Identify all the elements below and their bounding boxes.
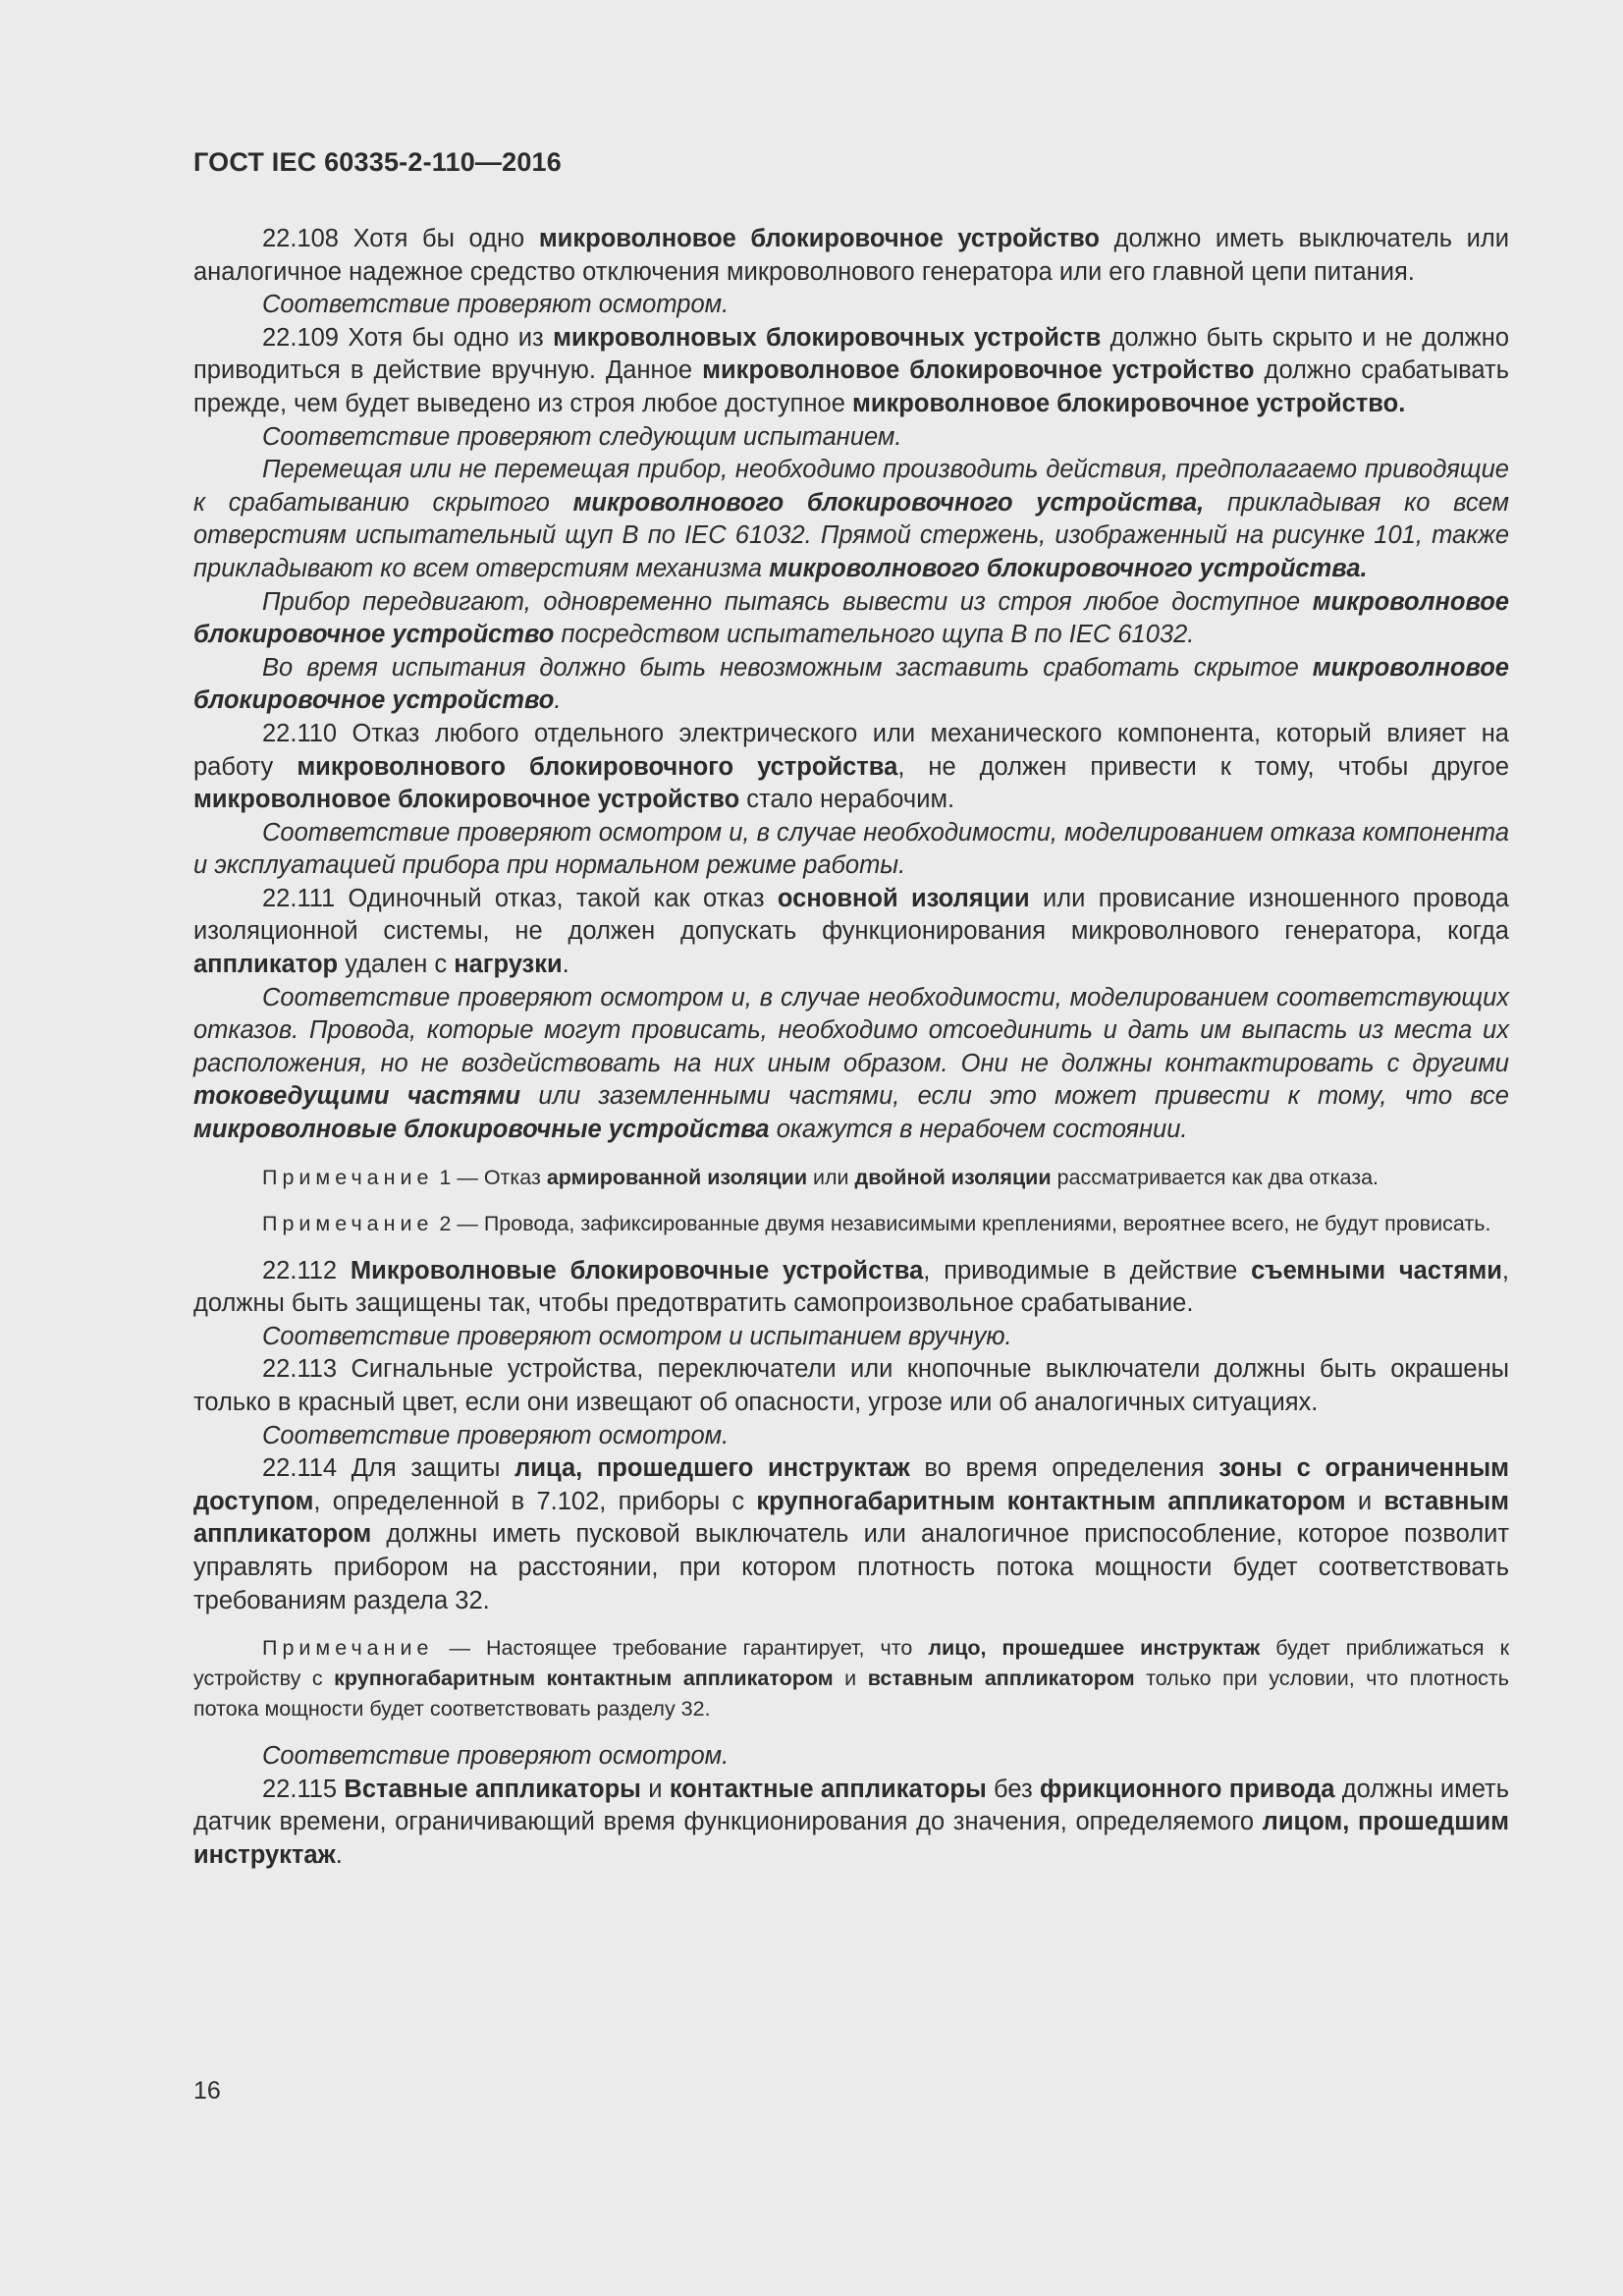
compliance-text [193,817,1509,883]
clause-paragraph [193,322,1509,421]
note [193,1163,1509,1193]
text-run: , не должен привести к тому, чтобы другое [897,752,1509,781]
text-run: 22.111 Одиночный отказ, такой как отказ [262,884,778,912]
text-run: Соответствие проверяют осмотром. [262,1742,730,1771]
text-run: Прибор передвигают, одновременно пытаясь вывести из строя любое доступное [262,587,1313,616]
text-run: удален с [338,951,455,979]
text-run: 22.113 Сигнальные устройства, переключатели или кнопочные выключатели должны быть окрашены только в красный цвет, если они извещают об опасности, угрозе или об аналогичных ситуациях. [193,1355,1509,1416]
text-run: Соответствие проверяют осмотром и испытанием вручную. [262,1322,1012,1350]
defined-term: крупногабаритным контактным аппликатором [756,1487,1346,1515]
defined-term: основной изоляции [777,884,1030,912]
defined-term: контактные аппликаторы [669,1775,987,1803]
text-run: и [640,1775,670,1803]
defined-term: вставным аппликатором [193,1487,1509,1549]
defined-term: нагрузки [454,951,563,979]
defined-term: лица, прошедшего инструктаж [514,1454,910,1483]
text-run: . [562,951,569,979]
defined-term: аппликатор [193,951,339,979]
defined-term: микроволновое блокировочное устройство [193,786,740,814]
text-run: должны иметь пусковой выключатель или аналогичное приспособление, которое позволит управлять прибором на расстоянии, при котором плотность потока мощности будет соответствовать требованиям раздела 32. [193,1520,1509,1614]
compliance-text [193,982,1509,1147]
text-run: рассматривается как два отказа. [1051,1165,1380,1189]
text-run: или [807,1165,855,1189]
text-run: , должны быть защищены так, чтобы предотвратить самопроизвольное срабатывание. [193,1256,1509,1318]
text-run: 22.109 Хотя бы одно из [262,323,554,352]
clause-paragraph [193,1774,1509,1873]
clause-paragraph [193,1452,1509,1617]
compliance-text [193,586,1509,652]
text-run: Соответствие проверяют осмотром. [262,1421,730,1449]
text-run: Перемещая или не перемещая прибор, необходимо производить действия, предполагаемо приводящие к срабатыванию скрытого [193,456,1509,517]
text-run: Во время испытания должно быть невозможным заставить сработать скрытое [262,653,1313,682]
text-run: должно быть скрыто и не должно приводиться в действие вручную. Данное [193,323,1509,385]
defined-term: крупногабаритным контактным аппликатором [334,1667,834,1691]
text-run: 22.112 [262,1256,351,1285]
note-label: Примечание [262,1211,434,1235]
defined-term: микроволновое блокировочное устройство. [851,389,1406,417]
text-run: без [986,1775,1041,1803]
defined-term: токоведущими частями [193,1082,521,1111]
defined-term: микроволновое блокировочное устройство [702,356,1255,385]
text-run: будет приближаться к устройству с [193,1636,1510,1691]
defined-term: Вставные аппликаторы [344,1775,641,1803]
text-run: стало нерабочим. [739,786,955,814]
text-run: Соответствие проверяют осмотром и, в случае необходимости, моделированием отказа компонента и эксплуатацией прибора при нормальном режиме работы. [193,818,1509,880]
text-run: окажутся в нерабочем состоянии. [769,1116,1188,1144]
defined-term: лицом, прошедшим инструктаж [193,1808,1509,1869]
text-run: должно срабатывать прежде, чем будет выведено из строя любое доступное [193,356,1509,417]
defined-term: микроволновое блокировочное устройство [193,653,1509,715]
text-run: 22.114 Для защиты [262,1454,515,1483]
page-number: 16 [193,2077,221,2105]
defined-term: микроволновое блокировочное устройство [538,225,1100,252]
text-run: и [1345,1487,1384,1515]
clause-paragraph [193,223,1509,289]
note-label: Примечание [262,1636,434,1661]
defined-term: армированной изоляции [546,1165,808,1189]
note-label: Примечание [262,1165,434,1189]
compliance-text [193,1321,1509,1354]
text-run: Соответствие проверяют осмотром. [262,291,730,319]
text-run: или заземленными частями, если это может привести к тому, что все [520,1082,1509,1111]
defined-term: Микроволновые блокировочные устройства [350,1256,924,1285]
text-run: Соответствие проверяют осмотром и, в случае необходимости, моделированием соответствующих отказов. Провода, которые могут провисать, необходимо отсоединить и дать им выпасть из места их расположения, но не воздействовать на них иным образом. Они не должны контактировать с другими [193,983,1509,1077]
text-run: — Настоящее требование гарантирует, что [433,1636,929,1661]
defined-term: фрикционного привода [1040,1775,1335,1803]
text-run: 2 — Провода, зафиксированные двумя независимыми креплениями, вероятнее всего, не будут провисать. [433,1211,1491,1235]
defined-term: зоны с ограниченным доступом [193,1454,1509,1515]
compliance-text [193,652,1509,718]
text-run: должны иметь датчик времени, ограничивающий время функционирования до значения, определяемого [193,1775,1509,1836]
document-header: ГОСТ IEC 60335-2-110—2016 [193,147,562,177]
text-run: или провисание изношенного провода изоляционной системы, не должен допускать функционирования микроволнового генератора, когда [193,884,1509,946]
document-body [193,223,1509,1873]
defined-term: съемными частями [1251,1256,1502,1285]
text-run: только при условии, что плотность потока мощности будет соответствовать разделу 32. [193,1667,1509,1722]
text-run: 22.108 Хотя бы одно [262,225,539,252]
defined-term: микроволновое блокировочное устройство [193,587,1509,649]
text-run: прикладывая ко всем отверстиям испытательный щуп В по IEC 61032. Прямой стержень, изображенный на рисунке 101, также прикладывают ко всем отверстиям механизма [193,488,1509,582]
text-run: 1 — Отказ [433,1165,547,1189]
text-run: посредством испытательного щупа В по IEC 61032. [554,621,1195,649]
note [193,1633,1509,1724]
compliance-text [193,289,1509,322]
compliance-text [193,1420,1509,1453]
defined-term: микроволнового блокировочного устройства [297,752,898,781]
defined-term: двойной изоляции [854,1165,1052,1189]
text-run: . [335,1840,343,1869]
text-run: и [833,1667,868,1691]
compliance-text [193,454,1509,585]
compliance-text [193,421,1509,455]
text-run: 22.115 [262,1775,345,1803]
clause-paragraph [193,883,1509,982]
defined-term: лицо, прошедшее инструктаж [928,1636,1261,1661]
clause-paragraph [193,1353,1509,1419]
text-run: , определенной в 7.102, приборы с [313,1487,757,1515]
text-run: во время определения [909,1454,1219,1483]
text-run: . [554,686,562,715]
defined-term: микроволнового блокировочного устройства. [769,554,1368,582]
defined-term: микроволнового блокировочного устройства, [572,488,1205,517]
text-run: должно иметь выключатель или аналогичное надежное средство отключения микроволнового генератора или его главной цепи питания. [193,225,1509,286]
text-run: , приводимые в действие [923,1256,1252,1285]
clause-paragraph [193,1255,1509,1321]
defined-term: микроволновых блокировочных устройств [553,323,1102,352]
compliance-text [193,1740,1509,1774]
text-run: 22.110 Отказ любого отдельного электрического или механического компонента, который влияет на работу [193,719,1509,781]
note [193,1209,1509,1239]
clause-paragraph [193,718,1509,817]
defined-term: микроволновые блокировочные устройства [193,1116,770,1144]
defined-term: вставным аппликатором [867,1667,1135,1691]
text-run: Соответствие проверяют следующим испытанием. [262,422,902,451]
